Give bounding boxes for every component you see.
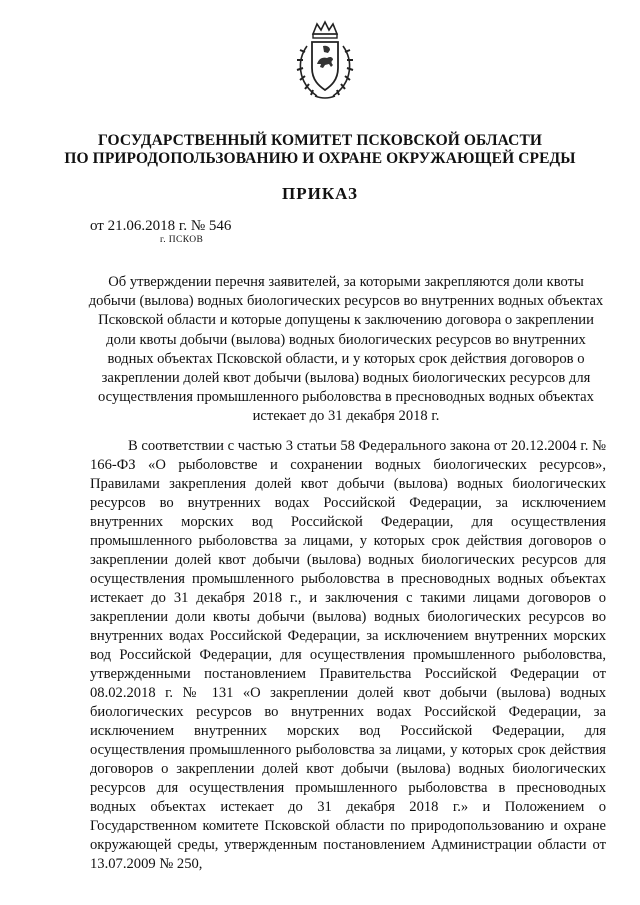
document-place: г. ПСКОВ <box>160 235 204 245</box>
issuer-header <box>20 132 620 168</box>
document-type-title: ПРИКАЗ <box>282 184 358 203</box>
coat-of-arms-emblem <box>293 20 357 102</box>
coat-of-arms-icon <box>293 20 357 102</box>
document-body-paragraph: В соответствии с частью 3 статьи 58 Федерального закона от 20.12.2004 г. № 166-ФЗ «О рыболовстве и сохранении водных биологических ресурсов», Правилами закрепления долей квот добычи (вылова) водных биологических ресурсов во внутренних водах Российской Федерации, за исключением внутренних морских вод Российской Федерации, для осуществления промышленного рыболовства за лицами, у которых срок действия договоров о закреплении долей квот добычи (вылова) водных биологических ресурсов для осуществления промышленного рыболовства в пресноводных водных объектах истекает до 31 декабря 2018 г., и заключения с такими лицами договоров о закреплении доли квоты добычи (вылова) водных биологических ресурсов во внутренних водах Российской Федерации, за исключением внутренних морских вод Российской Федерации, для осуществления промышленного рыболовства, утвержденными постановлением Правительства Российской Федерации от 08.02.2018 г. № 131 «О закреплении долей квот добычи (вылова) водных биологических ресурсов во внутренних водах Российской Федерации, за исключением внутренних морских вод Российской Федерации, для осуществления промышленного рыболовства за лицами, у которых срок действия договоров о закреплении долей квот добычи (вылова) водных биологических ресурсов для осуществления промышленного рыболовства в пресноводных водных объектах истекает до 31 декабря 2018 г.» и Положением о Государственном комитете Псковской области по природопользованию и охране окружающей среды, утвержденным постановлением Администрации области от 13.07.2009 № 250, <box>90 438 606 872</box>
document-subject: Об утверждении перечня заявителей, за которыми закрепляются доли квоты добычи (вылова) водных биологических ресурсов во внутренних водных объектах Псковской области и которые допущены к заключению договора о закреплении доли квоты добычи (вылова) водных биологических ресурсов во внутренних водных объектах Псковской области, и у которых срок действия договоров о закреплении долей квот добычи (вылова) водных биологических ресурсов для осуществления промышленного рыболовства в пресноводных водных объектах истекает до 31 декабря 2018 г. <box>88 274 604 425</box>
issuer-line-2: ПО ПРИРОДОПОЛЬЗОВАНИЮ И ОХРАНЕ ОКРУЖАЮЩЕЙ СРЕДЫ <box>64 150 576 167</box>
issuer-line-1: ГОСУДАРСТВЕННЫЙ КОМИТЕТ ПСКОВСКОЙ ОБЛАСТИ <box>97 132 543 149</box>
document-date-number: от 21.06.2018 г. № 546 <box>90 218 232 234</box>
